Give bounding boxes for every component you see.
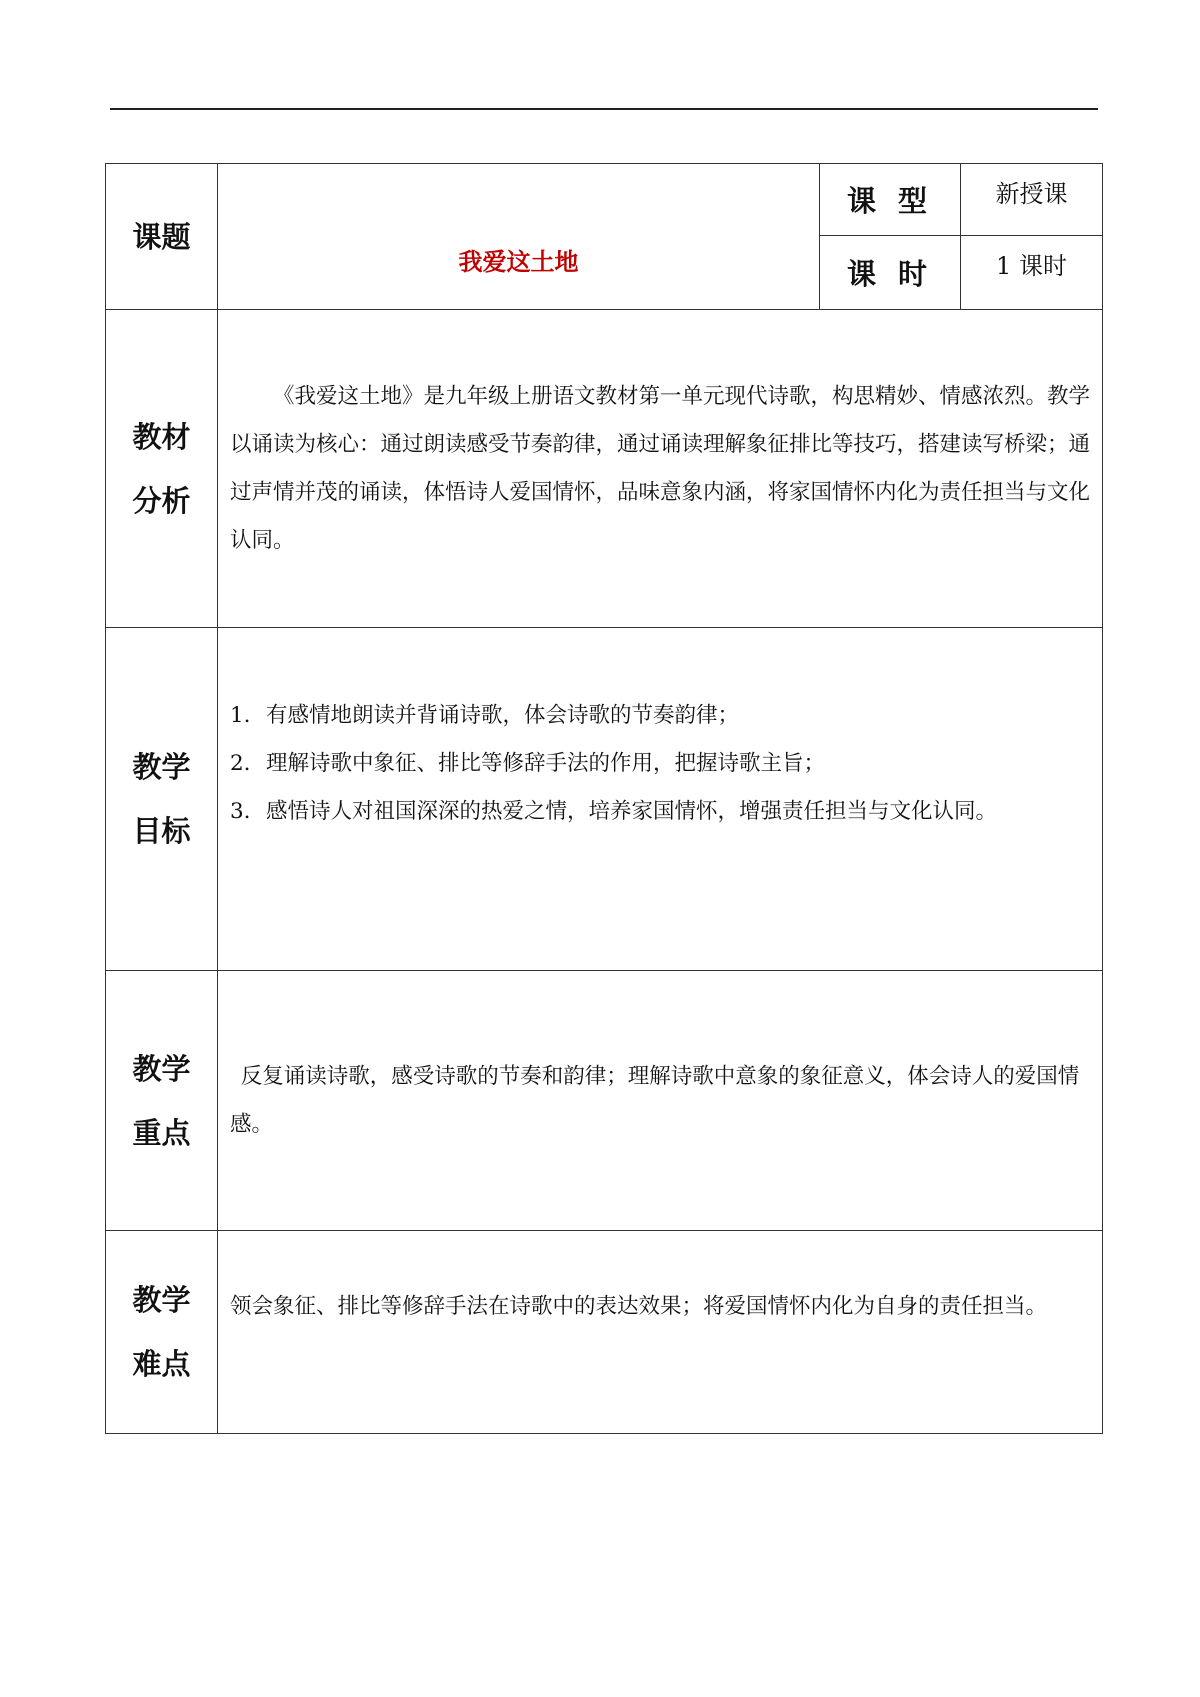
type-label: 课 型 (846, 184, 934, 218)
difficulties-label-line1: 教学 (132, 1283, 191, 1317)
analysis-text: 《我爱这土地》是九年级上册语文教材第一单元现代诗歌，构思精妙、情感浓烈。教学以诵读为核心：通过朗读感受节奏韵律，通过诵读理解象征排比等技巧，搭建读写桥梁；通过声情并茂的诵读，体悟诗人爱国情怀，品味意象内涵，将家国情怀内化为责任担当与文化认同。 (230, 383, 1091, 553)
goal-item (230, 692, 1092, 740)
goals-list (230, 692, 1092, 836)
hours-value-cell (961, 236, 1103, 310)
hours-value: 1 课时 (996, 252, 1067, 280)
goal-number: 1. (230, 703, 251, 728)
topic-row (106, 164, 1103, 236)
goals-label-line2: 目标 (132, 814, 191, 848)
key-points-label-cell (106, 971, 218, 1231)
analysis-row (106, 310, 1103, 628)
hours-label: 课 时 (846, 257, 934, 291)
analysis-label-line1: 教材 (132, 419, 191, 454)
difficulties-text: 领会象征、排比等修辞手法在诗歌中的表达效果；将爱国情怀内化为自身的责任担当。 (230, 1294, 1048, 1319)
goal-item (230, 788, 1092, 836)
key-points-content-cell (218, 971, 1103, 1231)
goal-text: 感悟诗人对祖国深深的热爱之情，培养家国情怀，增强责任担当与文化认同。 (266, 799, 998, 824)
goals-label-cell (106, 628, 218, 971)
key-points-row (106, 971, 1103, 1231)
difficulties-label-cell (106, 1231, 218, 1434)
goal-text: 有感情地朗读并背诵诗歌，体会诗歌的节奏韵律； (266, 703, 740, 728)
difficulties-content-cell (218, 1231, 1103, 1434)
topic-label-cell (106, 164, 218, 310)
difficulties-label-line2: 难点 (132, 1347, 191, 1381)
type-label-cell (820, 164, 961, 236)
difficulties-row (106, 1231, 1103, 1434)
goals-content-cell (218, 628, 1103, 971)
header-rule (110, 108, 1098, 110)
type-value-cell (961, 164, 1103, 236)
analysis-label-cell (106, 310, 218, 628)
topic-label: 课题 (132, 219, 191, 254)
goals-row (106, 628, 1103, 971)
key-points-text: 反复诵读诗歌，感受诗歌的节奏和韵律；理解诗歌中意象的象征意义，体会诗人的爱国情感。 (230, 1064, 1080, 1137)
hours-label-cell (820, 236, 961, 310)
goal-number: 2. (230, 751, 251, 776)
goals-label-line1: 教学 (132, 750, 191, 784)
lesson-title: 我爱这土地 (458, 247, 579, 276)
key-points-label-line1: 教学 (132, 1051, 191, 1086)
analysis-content-cell (218, 310, 1103, 628)
goal-item (230, 740, 1092, 788)
analysis-label-line2: 分析 (132, 483, 191, 518)
goal-number: 3. (230, 799, 251, 824)
goal-text: 理解诗歌中象征、排比等修辞手法的作用，把握诗歌主旨； (266, 751, 826, 776)
lesson-plan-table (105, 163, 1103, 1434)
type-value: 新授课 (995, 180, 1068, 208)
topic-title-cell (218, 164, 820, 310)
key-points-label-line2: 重点 (132, 1115, 191, 1150)
